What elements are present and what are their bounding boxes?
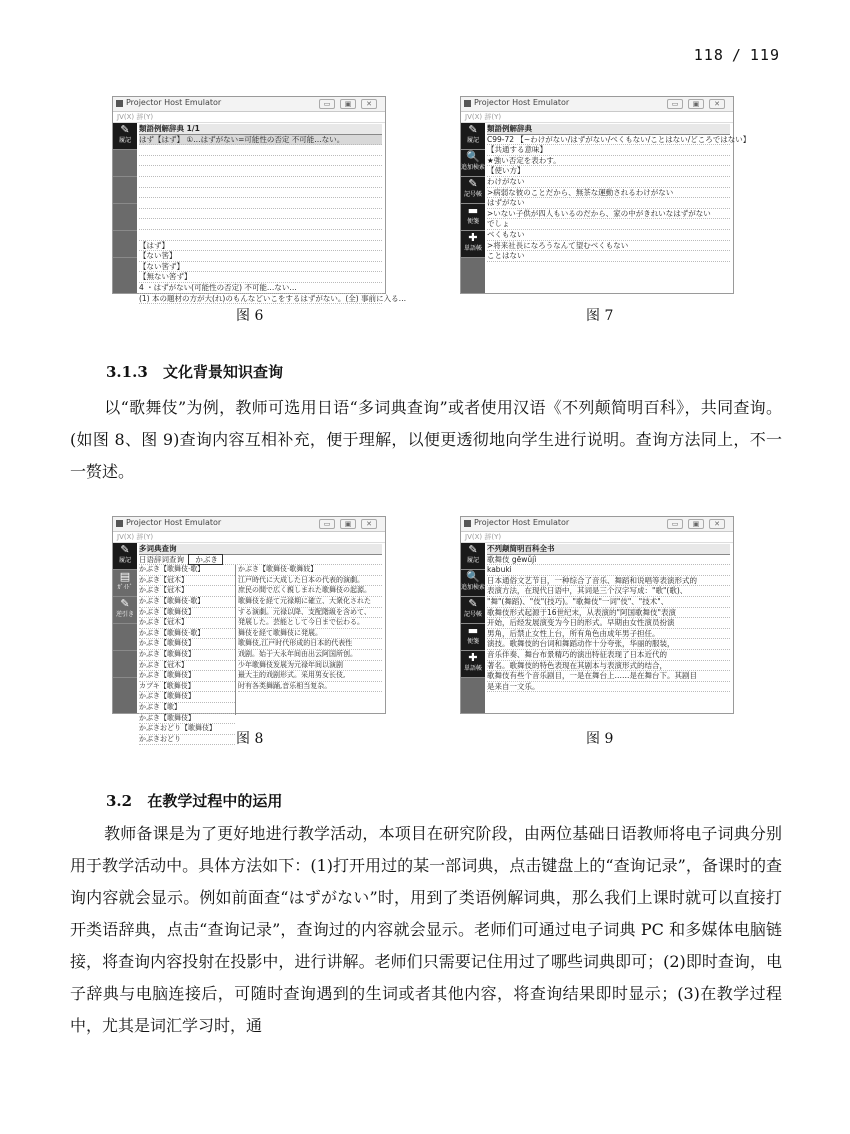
result-detail bbox=[236, 565, 382, 715]
result-list-item[interactable]: かぶき【歌舞伎】 bbox=[139, 714, 235, 725]
entry-line: 著名。歌舞伎的特色表现在其剧本与表演形式的结合， bbox=[487, 661, 730, 672]
title-bar bbox=[113, 97, 385, 112]
entry-line: 【共通する意味】 bbox=[487, 145, 730, 156]
figure-7-screenshot bbox=[460, 96, 751, 294]
sidebar-icon: ✎ bbox=[468, 123, 478, 136]
entry-line bbox=[139, 166, 382, 177]
sidebar-icon: ▤ bbox=[119, 570, 131, 583]
result-list-item[interactable]: かぶきおどり bbox=[139, 735, 235, 746]
sidebar-label: 履記 bbox=[118, 557, 131, 564]
sidebar-icon: ✎ bbox=[468, 597, 478, 610]
entry-line: はず【はず】 ①…はずがない=可能性の否定 不可能…ない。 bbox=[139, 135, 382, 146]
minimize-button[interactable]: ▭ bbox=[667, 519, 683, 529]
result-list-item[interactable]: かぶき【冠木】 bbox=[139, 618, 235, 629]
entry-line: 【使い方】 bbox=[487, 166, 730, 177]
entry-line: べくもない bbox=[487, 230, 730, 241]
entry-line bbox=[139, 198, 382, 209]
entry-line: 日本通俗文艺节目，一种综合了音乐、舞蹈和说唱等表演形式的 bbox=[487, 576, 730, 587]
entry-line: 演技。歌舞伎的台词和舞蹈动作十分夸张，华丽的服装， bbox=[487, 639, 730, 650]
result-list-item[interactable]: かぶきおどり【歌舞伎】 bbox=[139, 724, 235, 735]
close-button[interactable]: ✕ bbox=[361, 99, 377, 109]
sidebar-label: 記号帳 bbox=[463, 611, 482, 618]
detail-line: 庶民の間で広く親しまれた歌舞伎の起源。 bbox=[238, 586, 382, 597]
window-title: Projector Host Emulator bbox=[126, 518, 222, 527]
entry-line: ★強い否定を表わす。 bbox=[487, 156, 730, 167]
figure-7-caption: 图 7 bbox=[586, 308, 614, 324]
sidebar-button[interactable] bbox=[113, 123, 137, 150]
entry-line bbox=[139, 230, 382, 241]
minimize-button[interactable]: ▭ bbox=[319, 519, 335, 529]
sidebar-label: 追加検索 bbox=[461, 164, 486, 171]
result-list-item[interactable]: かぶき【歌舞伎·歌】 bbox=[139, 597, 235, 608]
sidebar-label: 便箋 bbox=[466, 638, 479, 645]
entry-line bbox=[139, 156, 382, 167]
sidebar-icon: ✎ bbox=[468, 543, 478, 556]
window-title: Projector Host Emulator bbox=[474, 98, 570, 107]
sidebar-label: 履記 bbox=[466, 557, 479, 564]
sidebar-button[interactable] bbox=[113, 570, 137, 597]
sidebar-icon: ✚ bbox=[468, 651, 478, 664]
paragraph-text: 以“歌舞伎”为例，教师可选用日语“多词典查询”或者使用汉语《不列颠简明百科》，共同查询。(如图 8、图 9)查询内容互相补充，便于理解，以便更透彻地向学生进行说明。查询方法同上，不一一赘述。 bbox=[70, 398, 782, 481]
result-list-item[interactable]: かぶき【歌舞伎】 bbox=[139, 692, 235, 703]
entry-line: C99-72 【~わけがない/はずがない/べくもない/ことはない/どころではない】 bbox=[487, 134, 751, 144]
section-3-1-3-heading bbox=[106, 361, 283, 382]
window-controls bbox=[667, 519, 725, 529]
entry-line: 【はず】 bbox=[139, 241, 382, 252]
window-title: Projector Host Emulator bbox=[126, 98, 222, 107]
entry-line bbox=[139, 219, 382, 230]
entry-line: >病弱な彼のことだから、無茶な運動されるわけがない bbox=[487, 188, 730, 199]
section-number: 3.2 bbox=[106, 792, 133, 810]
page-number bbox=[694, 46, 780, 64]
result-list-item[interactable]: かぶき【歌舞伎】 bbox=[139, 650, 235, 661]
sidebar-label: 便箋 bbox=[466, 218, 479, 225]
sidebar-icon: 🔍 bbox=[466, 570, 480, 583]
title-bar bbox=[461, 517, 733, 532]
dictionary-content bbox=[487, 544, 730, 710]
sidebar-icon: ✎ bbox=[120, 597, 130, 610]
sidebar bbox=[461, 123, 485, 293]
sidebar bbox=[113, 543, 137, 713]
sidebar-button[interactable] bbox=[461, 624, 485, 651]
sidebar-button[interactable] bbox=[113, 543, 137, 570]
sidebar-label: 逆引き bbox=[115, 611, 134, 618]
figure-8-caption: 图 8 bbox=[236, 731, 264, 747]
entry-line: 是来自一文乐。 bbox=[487, 682, 730, 693]
paragraph-text: 教师备课是为了更好地进行教学活动，本项目在研究阶段，由两位基础日语教师将电子词典分别用于教学活动中。具体方法如下：(1)打开用过的某一部词典，点击键盘上的“查询记录”，备课时的查询内容就会显示。例如前面查“はずがない”时，用到了类语例解词典，那么我们上课时就可以直接打开类语辞典，点击“查询记录”，查询过的内容就会显示。老师们可通过电子词典 PC 和多媒体电脑链接，将查询内容投射在投影中，进行讲解。老师们只需要记住用过了哪些词典即可；(2)即时查询，电子辞典与电脑连接后，可随时查询遇到的生词或者其他内容，将查询结果即时显示；(3)在教学过程中，尤其是词汇学习时，通 bbox=[70, 824, 782, 1035]
sidebar-icon: ✚ bbox=[468, 231, 478, 244]
maximize-button[interactable]: ▣ bbox=[340, 99, 356, 109]
window-controls bbox=[667, 99, 725, 109]
entry-line: ことはない bbox=[487, 251, 730, 262]
window-controls bbox=[319, 519, 377, 529]
title-bar bbox=[461, 97, 733, 112]
sidebar-label: 履記 bbox=[118, 137, 131, 144]
menu-bar[interactable]: JV(X) 辞(Y) bbox=[461, 112, 733, 123]
entry-line bbox=[139, 145, 382, 156]
title-bar bbox=[113, 517, 385, 532]
window-title: Projector Host Emulator bbox=[474, 518, 570, 527]
entry-line: でしょ bbox=[487, 219, 730, 230]
entry-line: 【ない筈ず】 bbox=[139, 262, 382, 273]
section-title: 在教学过程中的运用 bbox=[147, 792, 283, 810]
result-list-item[interactable]: かぶき【歌舞伎】 bbox=[139, 608, 235, 619]
entry-line: 歌舞伎 gēwǔjì bbox=[487, 555, 730, 566]
maximize-button[interactable]: ▣ bbox=[688, 99, 704, 109]
dictionary-content bbox=[139, 124, 407, 303]
detail-line: 时有各类舞踊,音乐相当复杂。 bbox=[238, 682, 382, 693]
sidebar-button[interactable] bbox=[113, 177, 137, 204]
sidebar-icon: ✎ bbox=[120, 543, 130, 556]
paragraph-3-2 bbox=[70, 818, 782, 1042]
entry-line: 類語例解辞典 1/1 bbox=[139, 124, 382, 135]
detail-line: する演劇。元禄以降、支配階級を含めて、 bbox=[238, 608, 382, 619]
sidebar-button[interactable] bbox=[461, 543, 485, 570]
sidebar-label: 単語帳 bbox=[463, 245, 482, 252]
section-title: 文化背景知识查询 bbox=[163, 363, 284, 381]
sidebar-icon: ▬ bbox=[467, 204, 479, 217]
figure-9-screenshot bbox=[460, 516, 734, 714]
sidebar-button[interactable] bbox=[113, 651, 137, 678]
maximize-button[interactable]: ▣ bbox=[688, 519, 704, 529]
sidebar-icon: ✎ bbox=[468, 177, 478, 190]
entry-line: kabuki bbox=[487, 565, 730, 576]
sidebar-button[interactable] bbox=[461, 204, 485, 231]
sidebar-button[interactable] bbox=[113, 150, 137, 177]
sidebar-button[interactable] bbox=[461, 123, 485, 150]
sidebar-button[interactable] bbox=[461, 597, 485, 624]
entry-line: 男角，后禁止女性上台，所有角色由成年男子担任。 bbox=[487, 629, 730, 640]
figure-6-caption: 图 6 bbox=[236, 308, 264, 324]
entry-line: 开始，后经发展演变为今日的形式。早期由女性演员扮演 bbox=[487, 618, 730, 629]
entry-line: 不列颠简明百科全书 bbox=[487, 544, 730, 555]
paragraph-3-1-3 bbox=[70, 392, 782, 488]
search-label: 日语辞词查询 bbox=[139, 554, 184, 564]
sidebar bbox=[461, 543, 485, 713]
close-button[interactable]: ✕ bbox=[709, 519, 725, 529]
close-button[interactable]: ✕ bbox=[361, 519, 377, 529]
entry-line: 【無ない筈ず】 bbox=[139, 272, 382, 283]
sidebar-icon: ▬ bbox=[467, 624, 479, 637]
sidebar-button[interactable] bbox=[461, 231, 485, 258]
entry-line: >いない子供が四人もいるのだから、家の中がきれいなはずがない bbox=[487, 209, 730, 220]
sidebar bbox=[113, 123, 137, 293]
result-list-item[interactable]: かぶき【歌舞伎·歌】 bbox=[139, 565, 235, 576]
detail-line: 舞伎を経て歌舞伎に発展。 bbox=[238, 629, 382, 640]
sidebar-button[interactable] bbox=[461, 150, 485, 177]
menu-bar[interactable]: JV(X) 辞(Y) bbox=[461, 532, 733, 543]
entry-line: 歌舞伎形式起源于16世纪末，从表演的"阿国歌舞伎"表演 bbox=[487, 608, 730, 619]
sidebar-icon: 🔍 bbox=[466, 150, 480, 163]
dictionary-content bbox=[487, 124, 751, 290]
entry-line: わけがない bbox=[487, 177, 730, 188]
sidebar-label: 単語帳 bbox=[463, 665, 482, 672]
menu-bar[interactable]: JV(X) 辞(Y) bbox=[113, 532, 385, 543]
detail-line: 発展した。芸能として今日まで伝わる。 bbox=[238, 618, 382, 629]
dictionary-header: 多词典查询 bbox=[139, 544, 382, 555]
search-input[interactable]: かぶき bbox=[188, 554, 223, 565]
sidebar-button[interactable] bbox=[113, 204, 137, 231]
entry-line: 類語例解辞典 bbox=[487, 124, 730, 135]
sidebar-button[interactable] bbox=[113, 231, 137, 258]
sidebar-label: 記号帳 bbox=[463, 191, 482, 198]
sidebar-button[interactable] bbox=[113, 597, 137, 624]
close-button[interactable]: ✕ bbox=[709, 99, 725, 109]
entry-line bbox=[139, 177, 382, 188]
detail-line: 歌舞伎,江戸时代形成的日本的代表性 bbox=[238, 639, 382, 650]
app-icon bbox=[116, 520, 123, 527]
sidebar-icon: ✎ bbox=[120, 123, 130, 136]
sidebar-label: 追加検索 bbox=[461, 584, 486, 591]
detail-line: 戏剧。始于大永年间由出云阿国所创。 bbox=[238, 650, 382, 661]
detail-line: 江戸時代に大成した日本の代表的演劇。 bbox=[238, 576, 382, 587]
detail-line: 最大主的戏剧形式。采用男女长伎, bbox=[238, 671, 382, 682]
detail-line: 歌舞伎を経て元禄期に確立、大衆化された bbox=[238, 597, 382, 608]
figure-9-caption: 图 9 bbox=[586, 731, 614, 747]
result-list-item[interactable]: かぶき【歌】 bbox=[139, 703, 235, 714]
entry-line: (1) 本の題材の方が大(れ)のもんなどいこをするはずがない。(全) 事前に入る… bbox=[139, 293, 407, 303]
page-current: 118 bbox=[693, 46, 724, 64]
entry-line: はずがない bbox=[487, 198, 730, 209]
result-list-item[interactable]: かぶき【歌舞伎】 bbox=[139, 671, 235, 682]
app-icon bbox=[116, 100, 123, 107]
detail-line: 少年歌舞伎发展为元禄年间以演剧 bbox=[238, 661, 382, 672]
minimize-button[interactable]: ▭ bbox=[667, 99, 683, 109]
entry-line: 歌舞伎有些个音乐剧目，一是在舞台上……是在舞台下。其剧目 bbox=[487, 671, 730, 682]
search-row bbox=[139, 555, 382, 566]
sidebar-label: ｶﾞｲﾄﾞ bbox=[117, 584, 133, 591]
minimize-button[interactable]: ▭ bbox=[319, 99, 335, 109]
page-separator: / bbox=[731, 46, 742, 64]
figure-6-screenshot bbox=[112, 96, 407, 303]
sidebar-button[interactable] bbox=[461, 651, 485, 678]
entry-line: >将来社長になろうなんて望むべくもない bbox=[487, 241, 730, 252]
entry-line bbox=[139, 188, 382, 199]
section-number: 3.1.3 bbox=[106, 363, 148, 381]
entry-line: "舞"(舞蹈)、"伎"(技巧)。"歌舞伎"一词"伎"、"技术"、 bbox=[487, 597, 730, 608]
section-3-2-heading bbox=[106, 790, 282, 811]
result-list-item[interactable]: かぶき【冠木】 bbox=[139, 586, 235, 597]
detail-line: かぶき【歌舞伎·歌舞妓】 bbox=[238, 565, 382, 576]
entry-line: 音乐伴奏、舞台布景精巧的演出特征表现了日本近代的 bbox=[487, 650, 730, 661]
result-list-item[interactable]: カブキ【歌舞伎】 bbox=[139, 682, 235, 693]
maximize-button[interactable]: ▣ bbox=[340, 519, 356, 529]
window-controls bbox=[319, 99, 377, 109]
sidebar-button[interactable] bbox=[461, 570, 485, 597]
menu-bar[interactable]: JV(X) 辞(Y) bbox=[113, 112, 385, 123]
result-list-item[interactable]: かぶき【歌舞伎】 bbox=[139, 639, 235, 650]
app-icon bbox=[464, 520, 471, 527]
entry-line: 4 ・はずがない(可能性の否定) 不可能…ない… bbox=[139, 283, 382, 294]
entry-line bbox=[139, 209, 382, 220]
result-list-item[interactable]: かぶき【冠木】 bbox=[139, 576, 235, 587]
result-list-item[interactable]: かぶき【歌舞伎·歌】 bbox=[139, 629, 235, 640]
entry-line: 【ない筈】 bbox=[139, 251, 382, 262]
sidebar-label: 履記 bbox=[466, 137, 479, 144]
result-list-item[interactable]: かぶき【冠木】 bbox=[139, 661, 235, 672]
app-icon bbox=[464, 100, 471, 107]
result-list bbox=[139, 565, 236, 743]
sidebar-button[interactable] bbox=[113, 624, 137, 651]
sidebar-button[interactable] bbox=[461, 177, 485, 204]
entry-line: 表演方法，在现代日语中，其词是三个汉字写成："歌"(歌)、 bbox=[487, 586, 730, 597]
page-total: 119 bbox=[749, 46, 780, 64]
